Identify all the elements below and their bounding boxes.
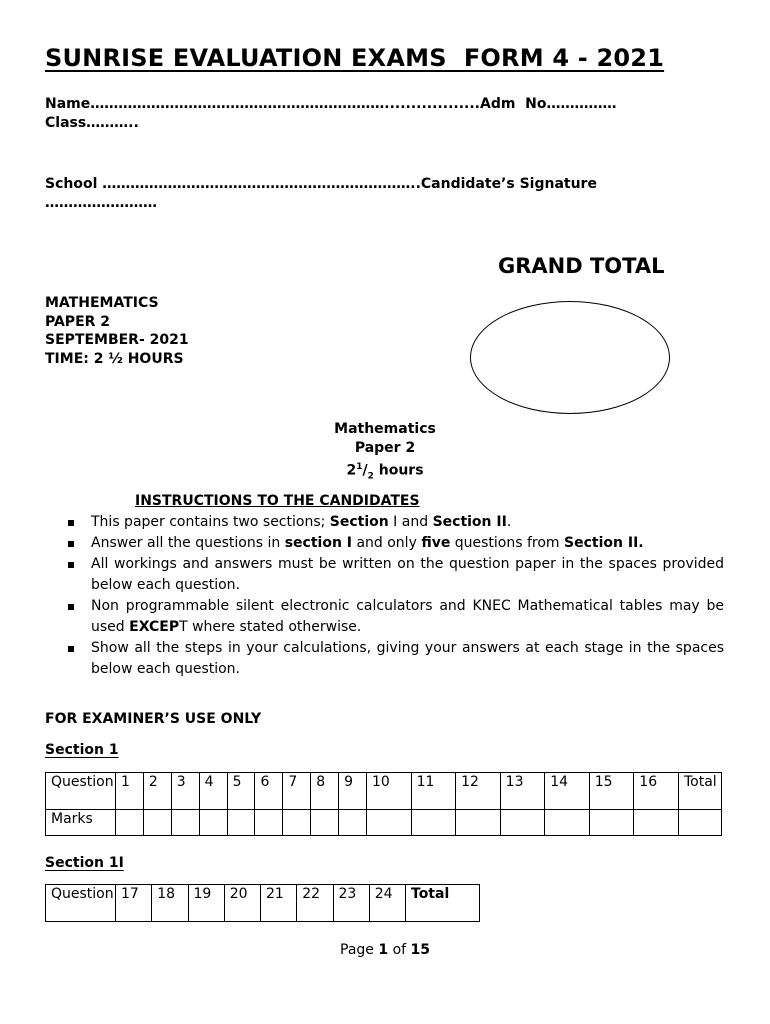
bullet-icon	[68, 541, 74, 547]
paper-number: PAPER 2	[45, 313, 111, 330]
class-line: Class………..	[45, 115, 139, 131]
instructions-heading: INSTRUCTIONS TO THE CANDIDATES	[135, 493, 420, 509]
paper-date: SEPTEMBER- 2021	[45, 332, 189, 348]
mark-cell	[199, 810, 227, 836]
mark-cell	[679, 810, 722, 836]
question-row	[46, 885, 480, 922]
question-number: 8	[311, 773, 339, 810]
center-info	[300, 420, 470, 486]
mark-cell	[116, 810, 144, 836]
mark-cell	[589, 810, 634, 836]
hours-word: hours	[378, 462, 424, 479]
question-row	[46, 773, 722, 810]
section1-marks-table	[45, 772, 722, 836]
total-header: Total	[406, 885, 480, 922]
question-number: 18	[152, 885, 188, 922]
center-paper: Paper 2	[354, 440, 416, 456]
question-number: 3	[171, 773, 199, 810]
exam-title: SUNRISE EVALUATION EXAMS FORM 4 - 2021	[45, 44, 665, 72]
question-number: 22	[297, 885, 333, 922]
mark-cell	[545, 810, 590, 836]
hours-whole: 2	[346, 462, 357, 479]
question-number: 14	[545, 773, 590, 810]
mark-cell	[227, 810, 255, 836]
question-number: 16	[634, 773, 679, 810]
examiner-heading: FOR EXAMINER’S USE ONLY	[45, 711, 262, 727]
mark-cell	[255, 810, 283, 836]
hours-num: 1	[356, 462, 363, 472]
question-number: 4	[199, 773, 227, 810]
question-number: 23	[333, 885, 369, 922]
question-number: 19	[188, 885, 224, 922]
paper-time: TIME: 2 ½ HOURS	[45, 350, 184, 367]
name-adm-line: Name………………………………………………………..................Adm No……………	[45, 96, 617, 112]
question-number: 1	[116, 773, 144, 810]
row-label: Question	[46, 773, 116, 810]
bullet-icon	[68, 646, 74, 652]
paper-info	[45, 294, 189, 368]
bullet-icon	[68, 562, 74, 568]
instruction-item: Show all the steps in your calculations, giving your answers at each stage in the spaces below each question.	[45, 638, 724, 680]
page-footer: Page 1 of 15	[340, 942, 430, 958]
marks-label: Marks	[46, 810, 116, 836]
mark-cell	[411, 810, 456, 836]
instruction-item: All workings and answers must be written on the question paper in the spaces provided below each question.	[45, 554, 724, 596]
mark-cell	[500, 810, 545, 836]
mark-cell	[367, 810, 412, 836]
center-hours: $2^1/_2$ hours	[346, 462, 424, 482]
question-number: 24	[369, 885, 405, 922]
bullet-icon	[68, 604, 74, 610]
instruction-item: This paper contains two sections; Section I and Section II.	[45, 512, 724, 533]
total-header: Total	[679, 773, 722, 810]
grand-total-oval	[470, 301, 670, 414]
mark-cell	[311, 810, 339, 836]
question-number: 15	[589, 773, 634, 810]
question-number: 10	[367, 773, 412, 810]
question-number: 17	[116, 885, 152, 922]
question-number: 9	[339, 773, 367, 810]
instruction-item: Non programmable silent electronic calculators and KNEC Mathematical tables may be used EXCEPT where stated otherwise.	[45, 596, 724, 638]
mark-cell	[171, 810, 199, 836]
question-number: 20	[224, 885, 260, 922]
question-number: 2	[143, 773, 171, 810]
school-signature-line: School …………………………………………………………..Candidate’s Signature	[45, 176, 597, 192]
hours-den: 2	[367, 471, 374, 482]
question-number: 7	[283, 773, 311, 810]
bullet-icon	[68, 520, 74, 526]
center-subject: Mathematics	[334, 421, 436, 437]
mark-cell	[143, 810, 171, 836]
question-number: 13	[500, 773, 545, 810]
mark-cell	[456, 810, 501, 836]
section2-heading: Section 1I	[45, 855, 124, 871]
question-number: 6	[255, 773, 283, 810]
mark-cell	[283, 810, 311, 836]
section2-marks-table	[45, 884, 480, 922]
question-number: 5	[227, 773, 255, 810]
instructions-list	[45, 512, 724, 680]
question-number: 11	[411, 773, 456, 810]
question-number: 21	[261, 885, 297, 922]
marks-row	[46, 810, 722, 836]
signature-dots: ……………………	[45, 195, 157, 211]
paper-subject: MATHEMATICS	[45, 295, 159, 311]
row-label: Question	[46, 885, 116, 922]
question-number: 12	[456, 773, 501, 810]
grand-total-label: GRAND TOTAL	[498, 254, 665, 278]
instruction-item: Answer all the questions in section I and only five questions from Section II.	[45, 533, 724, 554]
section1-heading: Section 1	[45, 742, 119, 758]
mark-cell	[634, 810, 679, 836]
mark-cell	[339, 810, 367, 836]
